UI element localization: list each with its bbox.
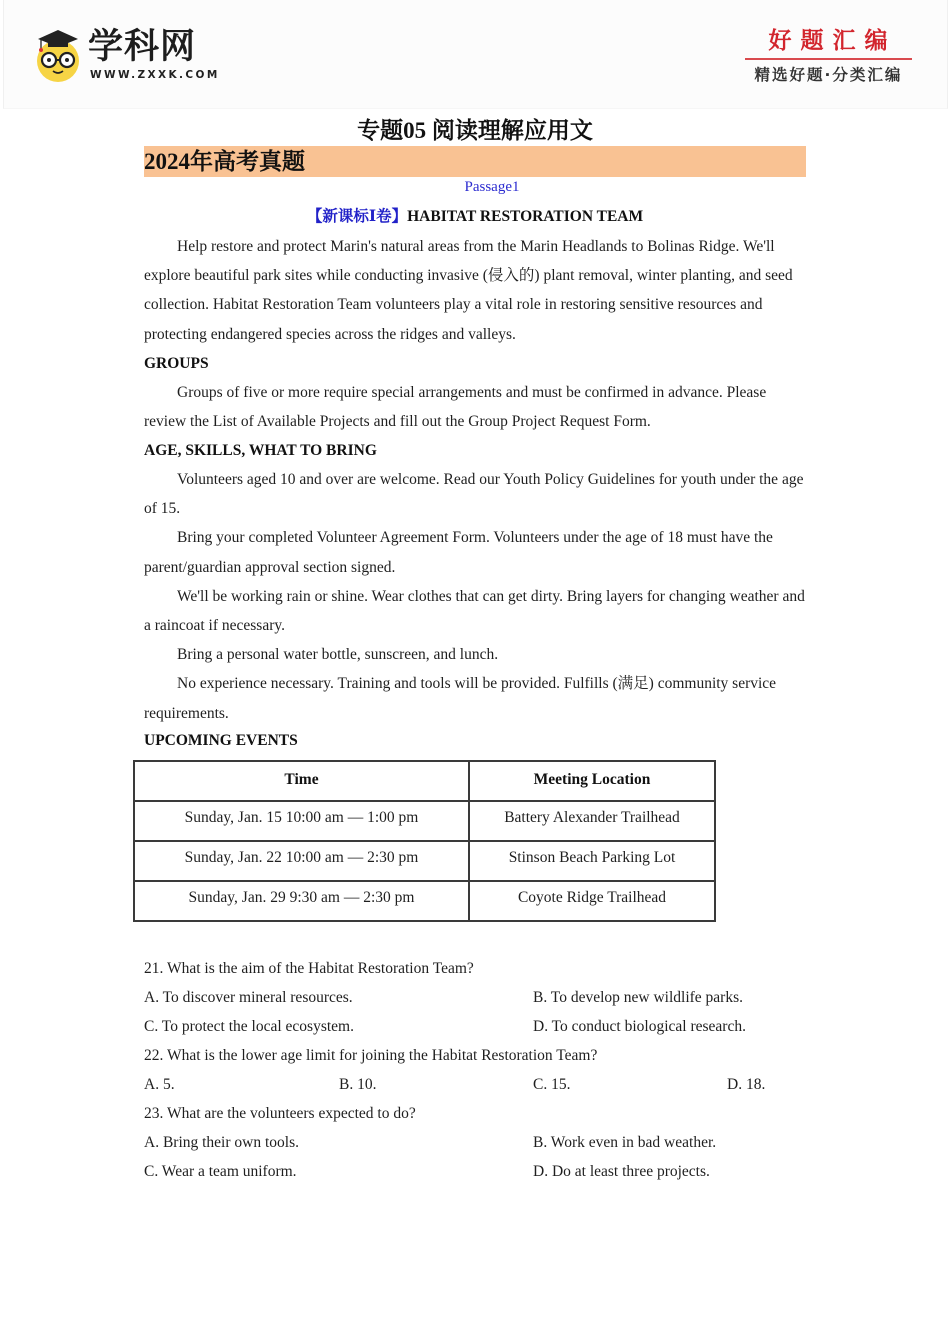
haoti-huibian-logo — [741, 26, 916, 90]
question-21-option-d: D. To conduct biological research. — [533, 1018, 746, 1035]
logo-subtitle: 精选好题·分类汇编 — [754, 66, 903, 84]
event-location-cell: Stinson Beach Parking Lot — [469, 841, 715, 881]
question-23-option-d: D. Do at least three projects. — [533, 1163, 710, 1180]
upcoming-events-table — [133, 760, 716, 922]
event-time-cell: Sunday, Jan. 29 9:30 am — 2:30 pm — [134, 881, 469, 921]
intro-paragraph-block — [144, 232, 812, 349]
passage-label: Passage1 — [464, 179, 520, 195]
table-row — [134, 841, 715, 881]
document-title: 专题05 阅读理解应用文 — [357, 118, 593, 143]
question-21-option-c: C. To protect the local ecosystem. — [144, 1018, 354, 1035]
question-23-option-c: C. Wear a team uniform. — [144, 1163, 297, 1180]
table-row — [134, 801, 715, 841]
event-time-cell: Sunday, Jan. 15 10:00 am — 1:00 pm — [134, 801, 469, 841]
table-row — [134, 881, 715, 921]
question-23-option-a: A. Bring their own tools. — [144, 1134, 299, 1151]
table-header-row — [134, 761, 715, 801]
bring-items-paragraph: Bring a personal water bottle, sunscreen, and lunch. — [177, 646, 499, 664]
page-header — [3, 0, 948, 109]
question-22-option-a: A. 5. — [144, 1076, 175, 1093]
logo-url-text: WWW.ZXXK.COM — [90, 69, 220, 81]
passage-heading — [144, 206, 806, 228]
groups-paragraph-block — [144, 378, 812, 436]
zxxk-logo — [34, 27, 220, 85]
exam-paper-tag: 【新课标Ⅰ卷】 — [306, 208, 408, 225]
groups-paragraph: Groups of five or more require special arrangements and must be confirmed in advance. Please review the List of Available Projects and fill out the Group Project Request Form. — [144, 384, 767, 431]
logo-divider — [745, 58, 912, 60]
question-22-option-c: C. 15. — [533, 1076, 571, 1093]
column-header-location: Meeting Location — [469, 761, 715, 801]
logo-brand-text: 学科网 — [88, 27, 197, 67]
section-heading-age-skills: AGE, SKILLS, WHAT TO BRING — [144, 442, 377, 459]
intro-paragraph: Help restore and protect Marin's natural areas from the Marin Headlands to Bolinas Ridge. We'll explore beautiful park sites while conducting invasive (侵入的) plant removal, winter planting, and seed collection. Habitat Restoration Team volunteers play a vital role in restoring sensitive resources and protecting endangered species across the ridges and valleys. — [144, 238, 793, 343]
student-mascot-icon — [34, 27, 84, 85]
event-location-cell: Battery Alexander Trailhead — [469, 801, 715, 841]
question-21-stem: 21. What is the aim of the Habitat Restoration Team? — [144, 960, 474, 977]
age-skills-paragraph-block — [144, 465, 812, 728]
year-banner: 2024年高考真题 — [144, 146, 806, 177]
question-21-option-a: A. To discover mineral resources. — [144, 989, 353, 1006]
experience-paragraph: No experience necessary. Training and tools will be provided. Fulfills (满足) community service requirements. — [144, 675, 777, 722]
agreement-form-paragraph: Bring your completed Volunteer Agreement Form. Volunteers under the age of 18 must have the parent/guardian approval section signed. — [144, 529, 773, 576]
event-time-cell: Sunday, Jan. 22 10:00 am — 2:30 pm — [134, 841, 469, 881]
question-22-stem: 22. What is the lower age limit for joining the Habitat Restoration Team? — [144, 1047, 598, 1064]
question-22-option-d: D. 18. — [727, 1076, 766, 1093]
logo-title: 好题汇编 — [768, 28, 897, 54]
weather-paragraph: We'll be working rain or shine. Wear clothes that can get dirty. Bring layers for changing weather and a raincoat if necessary. — [144, 587, 805, 635]
section-heading-groups: GROUPS — [144, 355, 209, 372]
question-23-option-b: B. Work even in bad weather. — [533, 1134, 717, 1151]
age-paragraph: Volunteers aged 10 and over are welcome. Read our Youth Policy Guidelines for youth under the age of 15. — [144, 471, 804, 518]
column-header-time: Time — [134, 761, 469, 801]
question-23-stem: 23. What are the volunteers expected to do? — [144, 1105, 416, 1122]
question-22-option-b: B. 10. — [339, 1076, 377, 1093]
section-heading-upcoming-events: UPCOMING EVENTS — [144, 732, 298, 749]
question-21-option-b: B. To develop new wildlife parks. — [533, 989, 743, 1006]
event-location-cell: Coyote Ridge Trailhead — [469, 881, 715, 921]
passage-heading-text: HABITAT RESTORATION TEAM — [407, 208, 644, 225]
